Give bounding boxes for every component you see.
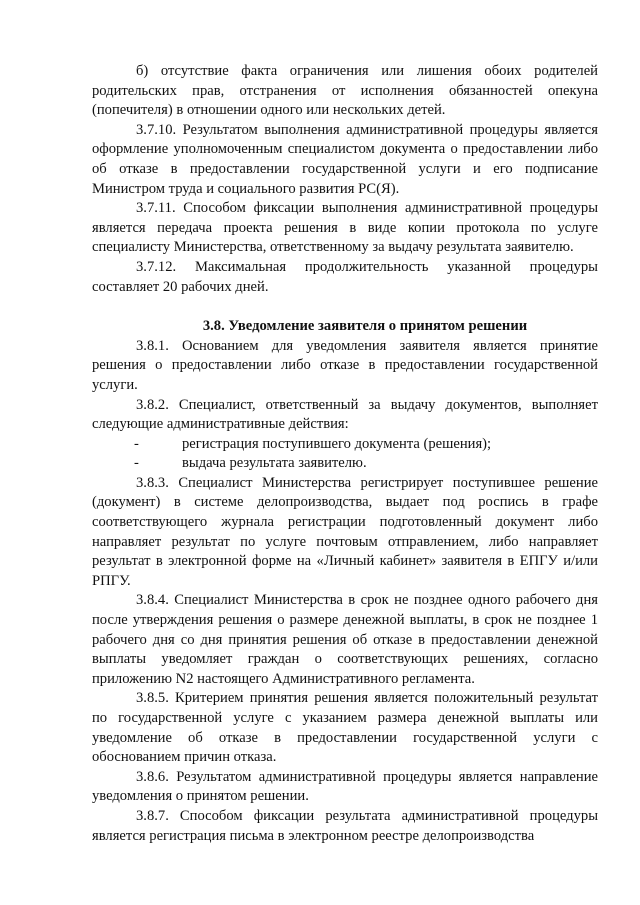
- section-heading: 3.8. Уведомление заявителя о принятом решении: [202, 318, 528, 335]
- paragraph-3-7-11: 3.7.11. Способом фиксации выполнения административной процедуры является передача проекта решения в виде копии протокола по услуге специалисту Министерства, ответственному за выдачу результата заявителю.: [92, 200, 598, 256]
- paragraph-3-8-6: 3.8.6. Результатом административной процедуры является направление уведомления о принятом решении.: [92, 768, 598, 805]
- paragraph-3-8-3: 3.8.3. Специалист Министерства регистрирует поступившее решение (документ) в системе делопроизводства, выдает под роспись в графе соответствующего журнала регистрации подготовленный документ либо направляет результат по услуге почтовым отправлением, либо направляет результат в электронной форме на «Личный кабинет» заявителя в ЕПГУ и/или РПГУ.: [92, 474, 598, 589]
- document-body: [92, 62, 598, 846]
- paragraph-3-7-10: 3.7.10. Результатом выполнения административной процедуры является оформление уполномоченным специалистом документа о предоставлении либо об отказе в предоставлении государственной услуги и его подписание Министром труда и социального развития РС(Я).: [92, 121, 598, 197]
- list-item-text: выдача результата заявителю.: [182, 455, 367, 472]
- paragraph-b: б) отсутствие факта ограничения или лишения обоих родителей родительских прав, отстранения от исполнения обязанностей опекуна (попечителя) в отношении одного или нескольких детей.: [92, 63, 598, 119]
- paragraph-3-8-1: 3.8.1. Основанием для уведомления заявителя является принятие решения о предоставлении либо отказе в предоставлении государственной услуги.: [92, 337, 598, 393]
- paragraph-3-8-5: 3.8.5. Критерием принятия решения является положительный результат по государственной услуге с указанием размера денежной выплаты или уведомление об отказе в предоставлении государственной услуги с обоснованием причин отказа.: [92, 690, 598, 766]
- list-item: [92, 454, 598, 474]
- paragraph-3-8-7: 3.8.7. Способом фиксации результата административной процедуры является регистрация письма в электронном реестре делопроизводства: [92, 807, 598, 844]
- paragraph-3-8-2: 3.8.2. Специалист, ответственный за выдачу документов, выполняет следующие административные действия:: [92, 396, 598, 433]
- list-dash: -: [134, 435, 139, 452]
- list-item-text: регистрация поступившего документа (решения);: [182, 435, 492, 452]
- paragraph-3-7-12: 3.7.12. Максимальная продолжительность указанной процедуры составляет 20 рабочих дней.: [92, 258, 598, 295]
- list-item: [92, 435, 598, 455]
- list-dash: -: [134, 455, 139, 472]
- paragraph-3-8-4: 3.8.4. Специалист Министерства в срок не позднее одного рабочего дня после утверждения решения о размере денежной выплаты, в срок не позднее 1 рабочего дня со дня принятия решения об отказе в предоставлении денежной выплаты уведомляет граждан о соответствующих решениях, согласно приложению N2 настоящего Административного регламента.: [92, 592, 598, 687]
